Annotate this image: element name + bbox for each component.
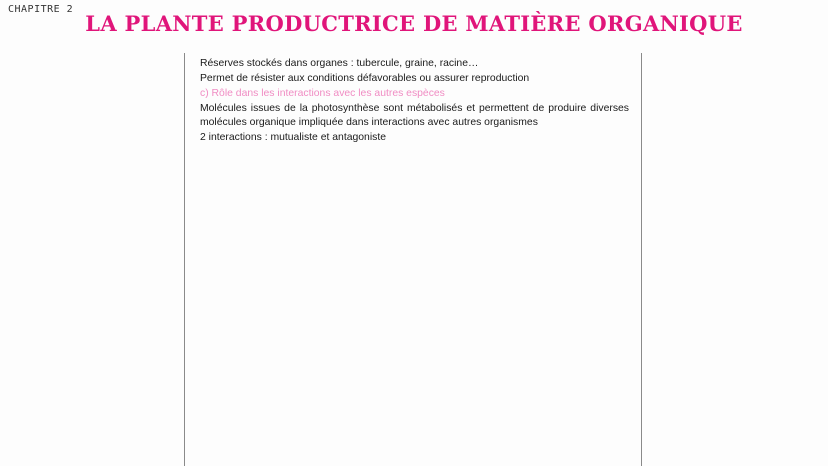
- content-body: [200, 57, 629, 146]
- text-paragraph-molecules: Molécules issues de la photosynthèse sont métabolisés et permettent de produire diverses molécules organique impliquée dans interactions avec autres organismes: [200, 103, 629, 128]
- content-frame: [184, 53, 642, 466]
- section-subheading: c) Rôle dans les interactions avec les autres espèces: [200, 88, 445, 100]
- page-title: LA PLANTE PRODUCTRICE DE MATIÈRE ORGANIQUE: [85, 11, 743, 36]
- text-line-interactions: 2 interactions : mutualiste et antagoniste: [200, 131, 386, 143]
- text-line-reserves: Réserves stockés dans organes : tubercule, graine, racine…: [200, 58, 479, 69]
- chapter-label: CHAPITRE 2: [8, 4, 74, 15]
- text-line-resist: Permet de résister aux conditions défavorables ou assurer reproduction: [200, 73, 530, 85]
